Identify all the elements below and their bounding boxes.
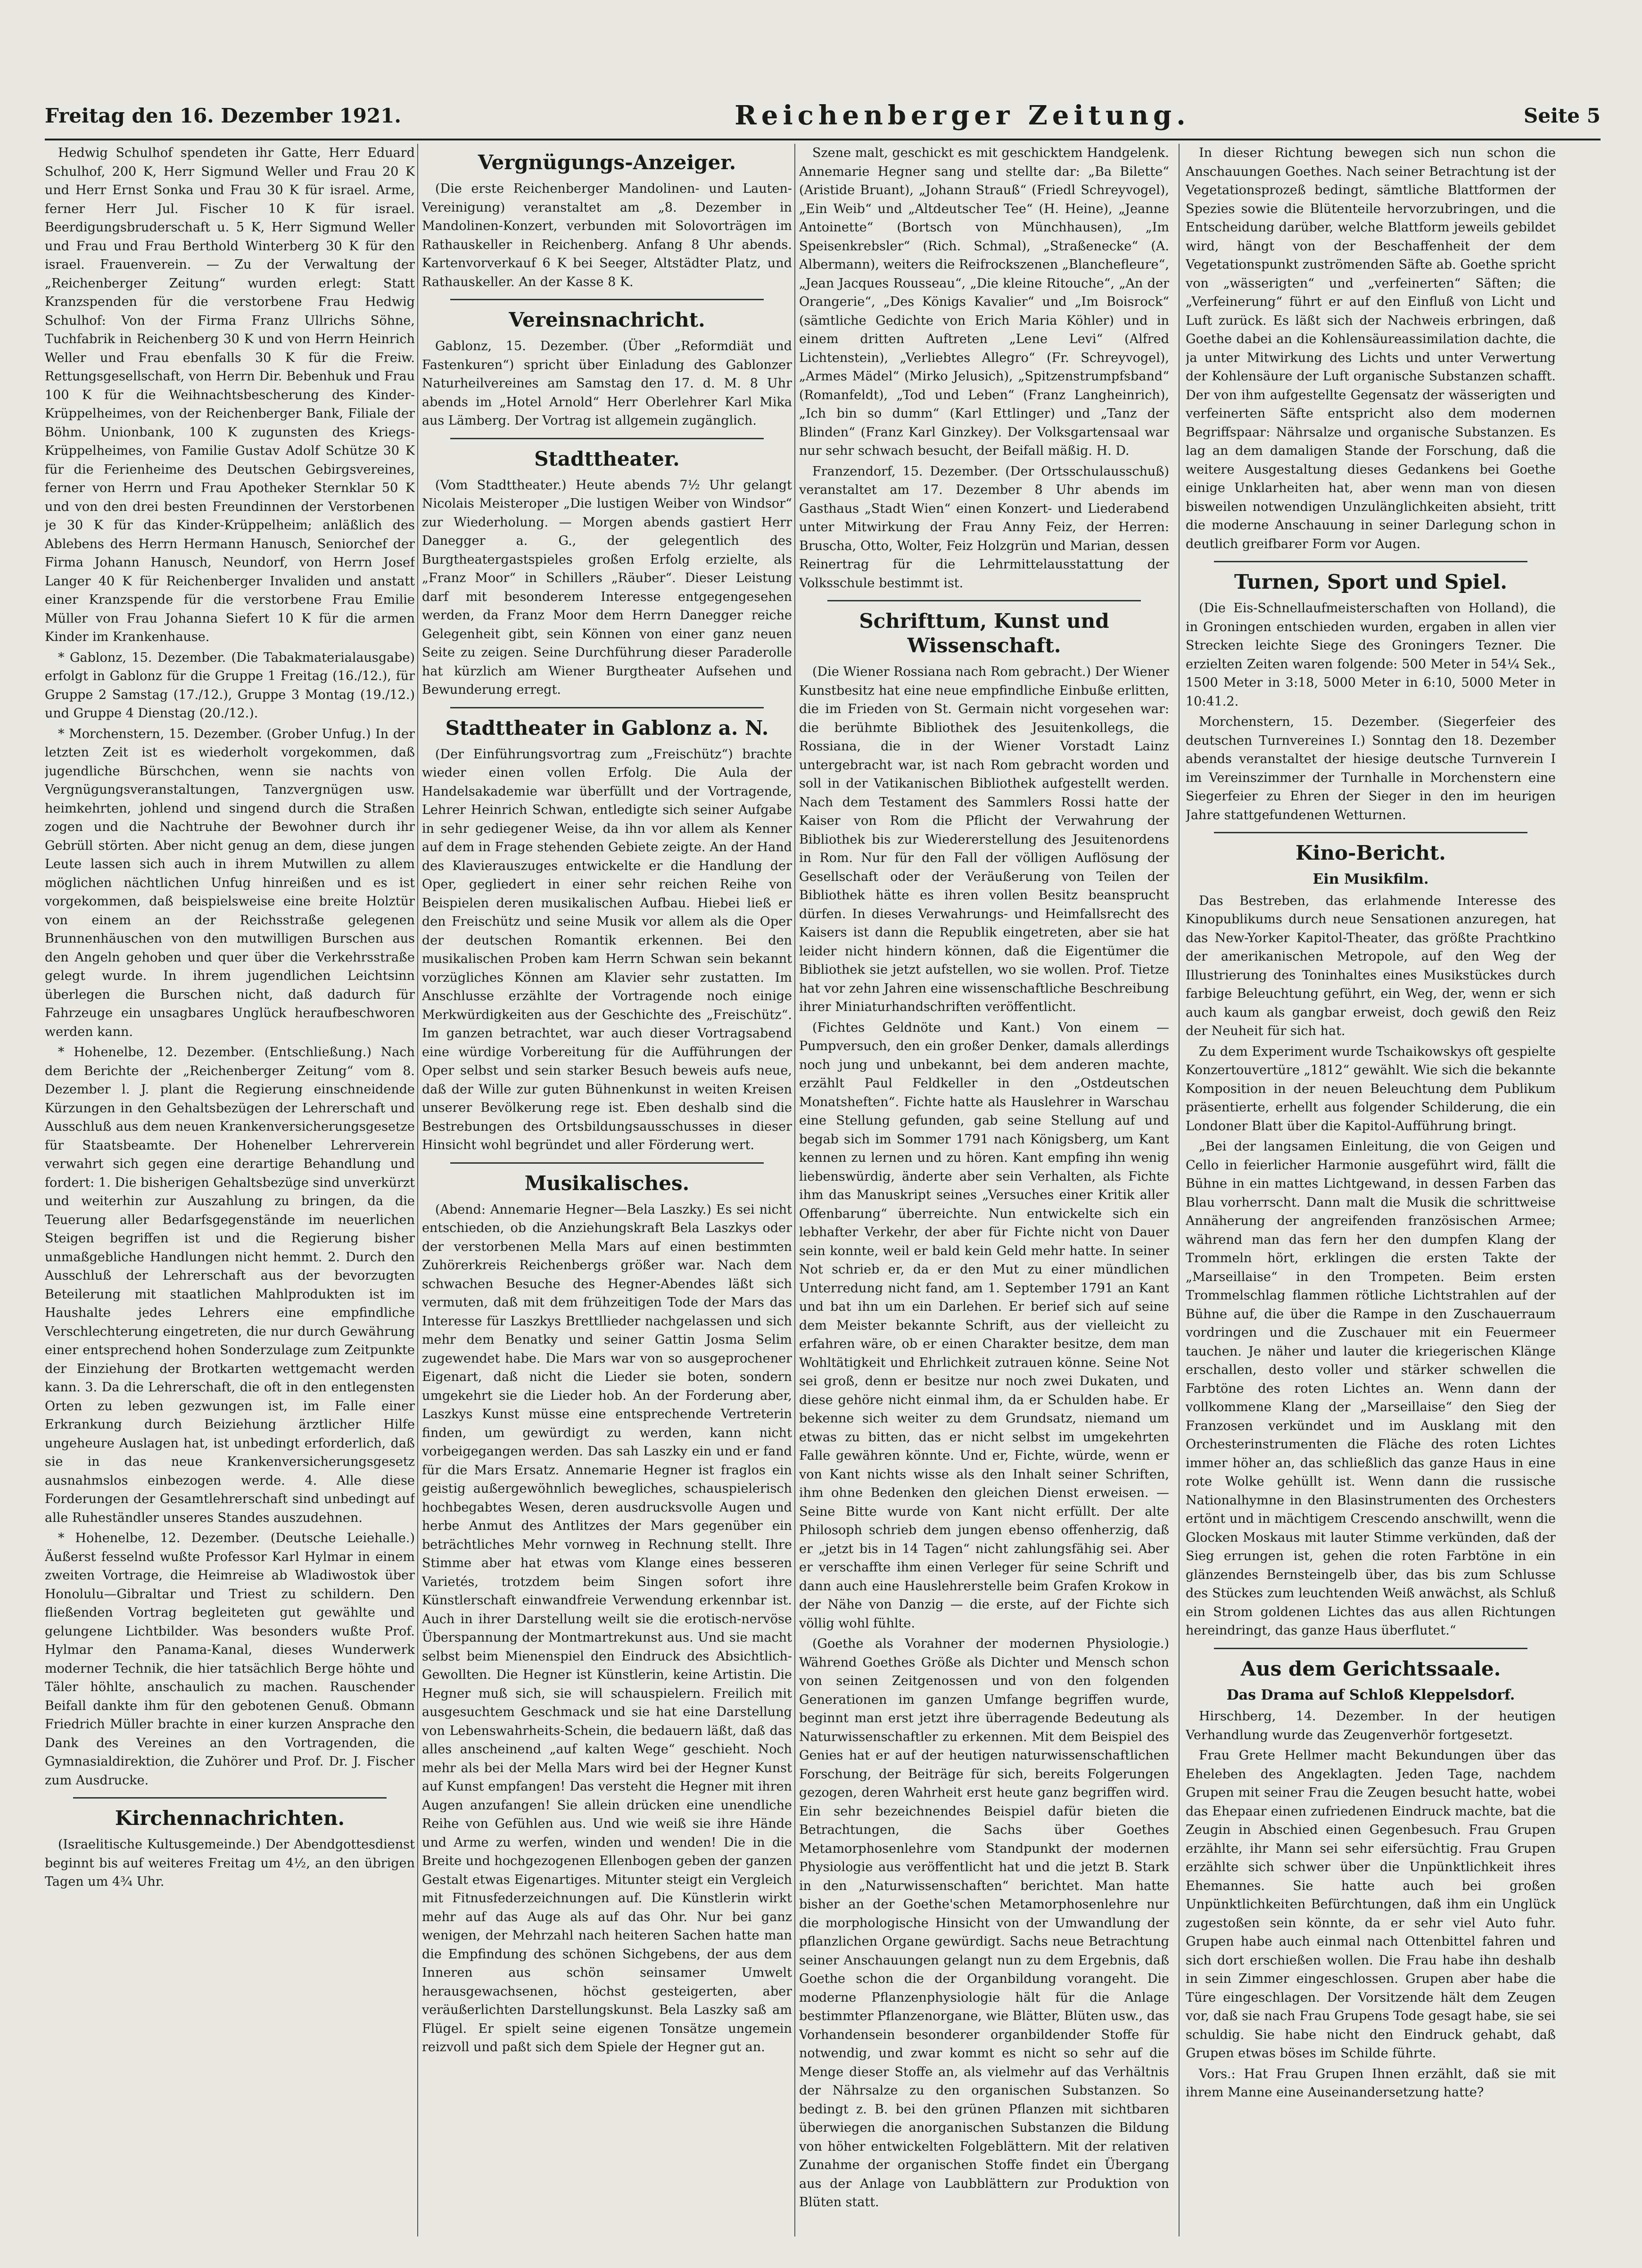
column-3 (799, 144, 1169, 2236)
article-text: (Israelitische Kultusgemeinde.) Der Abendgottesdienst beginnt bis auf weiteres Freitag um 4½, an den übrigen Tagen um 4¾ Uhr. (45, 1837, 415, 1889)
article-text: Morchenstern, 15. Dezember. (Siegerfeier des deutschen Turnvereines I.) Sonntag den 18. Dezember abends veranstaltet der hiesige deutsche Turnverein I im Vereinszimmer der Turnhalle in Morchenstern eine Siegerfeier zu Ehren der Sieger in den im heurigen Jahre stattgefundenen Wetturnen. (1186, 715, 1556, 822)
section-heading-vergnuegungs-anzeiger: Vergnügungs-Anzeiger. (478, 151, 736, 174)
issue-date: Freitag den 16. Dezember 1921. (45, 104, 401, 127)
article-text: * Morchenstern, 15. Dezember. (Grober Unfug.) In der letzten Zeit ist es wiederholt vorgekommen, daß jugendliche Bürschchen, wenn sie nachts von Vergnügungsveranstaltungen, Tanzvergnügen usw. heimkehrten, johlend und singend durch die Straßen zogen und die Nachtruhe der Bewohner durch ihr Gebrüll störten. Aber nicht genug an dem, diese jungen Leute lassen sich auch in ihrem Mutwillen zu allem möglichen nächtlichen Unfug hinreißen und es ist vorgekommen, daß beispielsweise eine breite Holztür von einem an der Reichsstraße gelegenen Brunnenhäuschen von den mutwilligen Burschen aus den Angeln gehoben und quer über die Verkehrsstraße gelegt wurde. In ihrem jugendlichen Leichtsinn überlegen die Burschen nicht, daß dadurch für Fahrzeuge ein unsagbares Unglück heraufbeschworen werden kann. (45, 726, 415, 1039)
section-rule (1214, 832, 1527, 833)
article-text: Zu dem Experiment wurde Tschaikowskys oft gespielte Konzertouvertüre „1812“ gewählt. Wie sich die bekannte Komposition in der neuen Beleuchtung dem Publikum präsentierte, erhellt aus folgender Schilderung, die ein Londoner Blatt über die Kapitol-Aufführung bringt. (1186, 1044, 1556, 1134)
column-divider (417, 144, 418, 2236)
section-heading-stadttheater-gablonz: Stadttheater in Gablonz a. N. (445, 716, 769, 740)
column-2 (422, 144, 792, 2236)
article-text: Frau Grete Hellmer macht Bekundungen über das Eheleben des Angeklagten. Jeden Tage, nachdem Grupen mit seiner Frau die Zeugen besucht hatte, wobei das Ehepaar einen zufriedenen Eindruck machte, bat die Zeugin in Abschied einen Gegenbesuch. Frau Grupen erzählte, ihr Mann sei sehr eifersüchtig. Frau Grupen erzählte sich schwer über die Unpünktlichkeit ihres Ehemannes. Sie hatte auch bei großen Unpünktlichkeiten Befürchtungen, daß ihm ein Unglück zugestoßen sein könnte, da er sehr viel Auto fuhr. Grupen habe auch einmal nach Ottenbittel fahren und sich dort erschießen wollen. Die Frau habe ihn deshalb in sein Zimmer eingeschlossen. Grupen aber habe die Türe eingeschlagen. Der Vorsitzende hält dem Zeugen vor, daß sie nach Frau Grupens Tode gesagt habe, sie sei schuldig. Sie habe nicht den Eindruck gehabt, daß Grupen etwas böses im Schilde führte. (1186, 1748, 1556, 2061)
section-rule (73, 1797, 387, 1799)
article-text: (Der Einführungsvortrag zum „Freischütz“) brachte wieder einen vollen Erfolg. Die Aula der Handelsakademie war überfüllt und der Vortragende, Lehrer Heinrich Schwan, entledigte sich seiner Aufgabe in sehr gediegener Weise, da ihn vor allem als Kenner auf dem in Frage stehenden Gebiete zeigte. An der Hand des Klavierauszuges entwickelte er die Handlung der Oper, gegliedert in einer sehr reichen Reihe von Beispielen deren musikalischen Aufbau. Hiebei ließ er den Freischütz und seine Musik vor allem als die Oper der deutschen Romantik erkennen. Bei den musikalischen Proben kam Herrn Schwan sein bekannt vorzügliches Können am Klavier sehr zustatten. Im Anschlusse erzählte der Vortragende noch einige Merkwürdigkeiten aus der Geschichte des „Freischütz“. Im ganzen betrachtet, war auch dieser Vortragsabend eine würdige Vorbereitung für die Aufführungen der Oper selbst und sein starker Besuch beweis aufs neue, daß der Wille zur guten Bühnenkunst in weiten Kreisen unserer Bevölkerung rege ist. Eben deshalb sind die Bestrebungen des Ortsbildungsausschusses in dieser Hinsicht wohl begründet und aller Förderung wert. (422, 747, 792, 1152)
article-text: (Fichtes Geldnöte und Kant.) Von einem — Pumpversuch, den ein großer Denker, damals allerdings noch jung und unbekannt, bei dem anderen machte, erzählt Paul Feldkeller in den „Ostdeutschen Monatsheften“. Fichte hatte als Hauslehrer in Warschau eine Stellung gefunden, gab seine Stellung auf und begab sich im Sommer 1791 nach Königsberg, um Kant kennen zu lernen und zu hören. Kant empfing ihn wenig liebenswürdig, änderte aber sein Verhalten, als Fichte ihm das Manuskript seines „Versuches einer Kritik aller Offenbarung“ überreichte. Nun entwickelte sich ein lebhafter Verkehr, der aber für Fichte nicht von Dauer sein konnte, weil er bald kein Geld mehr hatte. In seiner Not schrieb er, da er den Mut zu einer mündlichen Unterredung nicht fand, am 1. September 1791 an Kant und bat ihn um ein Darlehen. Er berief sich auf seine dem Meister bekannte Schrift, aus der vielleicht zu erfahren wäre, ob er einen Charakter besitze, dem man Wohltätigkeit und Ehrlichkeit zutrauen könne. Seine Not sei groß, denn er besitze nur noch zwei Dukaten, und diese gehöre nicht einmal ihm, da er Schulden habe. Er bekenne sich weiter zu dem Grundsatz, niemand um etwas zu bitten, das er nicht selbst im umgekehrten Falle gewähren könnte. Und er, Fichte, würde, wenn er von Kant nichts wisse als den Inhalt seiner Schriften, ihm ohne Bedenken den gleichen Dienst erweisen. — Seine Bitte wurde von Kant nicht erfüllt. Der alte Philosoph schrieb dem jungen ebenso offenherzig, daß er „jetzt bis in 14 Tagen“ nicht zahlungsfähig sei. Aber er verschaffte ihm einen Verleger für seine Schrift und dann auch eine Hauslehrerstelle beim Grafen Krokow in der Nähe von Danzig — die erste, auf der Fichte sich völlig wohl fühlte. (799, 1020, 1169, 1631)
section-rule (827, 600, 1141, 601)
article-text: (Die erste Reichenberger Mandolinen- und Lauten-Vereinigung) veranstaltet am „8. Dezember in Mandolinen-Konzert, verbunden mit Solovorträgen im Rathauskeller in Reichenberg. Anfang 8 Uhr abends. Kartenvorverkauf 6 K bei Seeger, Altstädter Platz, und Rathauskeller. An der Kasse 8 K. (422, 181, 792, 289)
article-text: (Die Wiener Rossiana nach Rom gebracht.) Der Wiener Kunstbesitz hat eine neue empfindliche Einbuße erlitten, die im Frieden von St. Germain nicht vorgesehen war: die berühmte Bibliothek des Jesuitenkollegs, die Rossiana, die in der Wiener Vorstadt Lainz untergebracht war, ist nach Rom gebracht worden und soll in der Vatikanischen Bibliothek aufgestellt werden. Nach dem Testament des Sammlers Rossi hatte der Kaiser von Rom die Pflicht der Verwahrung der Bibliothek bis zur Wiedererstellung des Jesuitenordens in Rom. Nur für den Fall der völligen Auflösung der Gesellschaft oder der Veräußerung von Teilen der Bibliothek hätte es ihren vollen Besitz beansprucht dürfen. In dieses Verwahrungs- und Heimfallsrecht des Kaisers ist dann die Republik eingetreten, aber sie hat leider nicht hindern können, daß die Eigentümer die Bibliothek sie jetzt aufstellen, wo sie wollen. Prof. Tietze hat vor zehn Jahren eine wissenschaftliche Beschreibung ihrer Miniaturhandschriften veröffentlicht. (799, 665, 1169, 1014)
page-number: Seite 5 (1524, 104, 1601, 127)
article-text: In dieser Richtung bewegen sich nun schon die Anschauungen Goethes. Nach seiner Betrachtung ist der Vegetationsprozeß bedingt, sämtliche Blattformen der Spezies sowie die Blütenteile hervorzubringen, und die Entscheidung darüber, welche Blattform jeweils gebildet wird, hängt von der Beschaffenheit der dem Vegetationspunkt zuströmenden Säfte ab. Goethe spricht von „wässerigten“ und „verfeinerten“ Säften; die „Verfeinerung“ führt er auf den Einfluß von Licht und Luft zurück. Es läßt sich der Nachweis erbringen, daß Goethe dabei an die Kohlensäureassimilation dachte, die ja unter Mitwirkung des Lichts und unter Verwertung der Kohlensäure der Luft organische Substanzen schafft. Der von ihm aufgestellte Gegensatz der wässerigten und verfeinerten Säfte entspricht also dem modernen Begriffspaar: Nährsalze und organische Substanzen. Es lag an dem damaligen Stande der Forschung, daß die weitere Ausgestaltung dieses Gedankens bei Goethe einige Unklarheiten hat, aber wenn man von diesen bisweilen notwendigen Unzulänglichkeiten absieht, tritt die moderne Anschauung in seiner Darlegung schon in deutlich greifbarer Form vor Augen. (1186, 146, 1556, 551)
section-heading-vereinsnachricht: Vereinsnachricht. (509, 308, 705, 331)
section-rule (450, 707, 764, 708)
article-text: Szene malt, geschickt es mit geschicktem Handgelenk. Annemarie Hegner sang und stellte dar: „Ba Bilette“ (Aristide Bruant), „Johann Strauß“ (Friedl Schreyvogel), „Ein Weib“ und „Altdeutscher Tee“ (H. Heine), „Jeanne Antoinette“ (Bortsch von Münchhausen), „Im Speisenkrebsler“ (Rich. Schmal), „Straßenecke“ (A. Albermann), weiters die Reifrockszenen „Blanchefleure“, „Jean Jacques Rousseau“, „Die kleine Ritouche“, „An der Orangerie“, „Des Königs Kavalier“ und „Im Boisrock“ (sämtliche Gedichte von Erich Maria Köhler) und in einem dritten Auftreten „Lene Levi“ (Alfred Lichtenstein), „Verliebtes Allegro“ (Fr. Schreyvogel), „Armes Mädel“ (Mirko Jelusich), „Spitzenstrumpfsband“ (Romanfeldt), „Tod und Leben“ (Franz Langheinrich), „Ich bin so dumm“ (Karl Ettlinger) und „Tanz der Blinden“ (Franz Karl Ginzkey). Der Volksgartensaal war nur sehr schwach besucht, der Beifall mäßig. H. D. (799, 146, 1169, 458)
section-heading-gerichtssaale: Aus dem Gerichtssaale. (1240, 1657, 1501, 1680)
column-1 (45, 144, 415, 2236)
article-text: „Bei der langsamen Einleitung, die von Geigen und Cello in feierlicher Harmonie ausgeführt wird, fällt die Bühne in ein mattes Lichtgewand, in dessen Farben das Blau vorherrscht. Dann malt die Musik die schrittweise Annäherung der angreifenden französischen Armee; während man das fern her den dumpfen Klang der Trommeln hört, erklingen die ersten Takte der „Marseillaise“ in den Trompeten. Beim ersten Trommelschlag flammen rötliche Lichtstrahlen auf der Bühne auf, die über die Rampe in den Zuschauerraum vordringen und die Zuschauer mit ein Feuermeer tauchen. Je näher und lauter die kriegerischen Klänge erschallen, desto voller und stärker schwellen die Farbtöne des roten Lichtes an. Wenn dann der vollkommene Klang der „Marseillaise“ den Sieg der Franzosen verkündet und im Ausklang mit den Orchesterinstrumenten die Fläche des roten Lichtes immer höher an, das schließlich das ganze Haus in eine rote Wolke gehüllt ist. Wenn dann die russische Nationalhymne in den Blasinstrumenten des Orchesters ertönt und in mächtigem Crescendo anschwillt, wenn die Glocken Moskaus mit lauter Stimme verkünden, daß der Sieg errungen ist, gehen die roten Farbtöne in ein glänzendes Bernsteingelb über, das bis zum Schlusse des Stückes zum leuchtenden Weiß anwächst, als Schluß ein Strom goldenen Lichtes das aus allen Richtungen hereindringt, das ganze Haus überflutet.“ (1186, 1139, 1556, 1638)
article-text: (Die Eis-Schnellaufmeisterschaften von Holland), die in Groningen entschieden wurden, ergaben in allen vier Strecken leichte Siege des Groningers Tezner. Die erzielten Zeiten waren folgende: 500 Meter in 54¼ Sek., 1500 Meter in 3:18, 5000 Meter in 6:10, 5000 Meter in 10:41.2. (1186, 601, 1556, 709)
article-text: (Goethe als Vorahner der modernen Physiologie.) Während Goethes Größe als Dichter und Mensch schon von seinen Zeitgenossen und von den folgenden Generationen im ganzen Umfange begriffen wurde, beginnt man erst jetzt ihre überragende Bedeutung als Naturwissenschaftler zu erkennen. Mit dem Beispiel des Genies hat er auf der heutigen naturwissenschaftlichen Forschung, der Beiträge für sich, bereits Folgerungen gezogen, deren Wahrheit erst heute ganz begriffen wird. Ein sehr bezeichnendes Beispiel dafür bieten die Betrachtungen, die Sachs über Goethes Metamorphosenlehre vom Standpunkt der modernen Physiologie aus veröffentlicht hat und die jetzt B. Stark in den „Naturwissenschaften“ berichtet. Man hatte bisher an der Goethe'schen Metamorphosenlehre nur die morphologische Hinsicht von der Umwandlung der pflanzlichen Organe gewürdigt. Sachs neue Betrachtung seiner Anschauungen gelangt nun zu dem Ergebnis, daß Goethe schon die der Organbildung vorangeht. Die moderne Pflanzenphysiologie hält für die Anlage bestimmter Pflanzenorgane, wie Blätter, Blüten usw., das Vorhandensein besonderer organbildender Stoffe für notwendig, und zwar kommt es nicht so sehr auf die Menge dieser Stoffe an, als vielmehr auf das Verhältnis der Nährsalze zu den organischen Substanzen. So bedingt z. B. bei den grünen Pflanzen mit sichtbaren überwiegen die anorganischen Substanzen die Bildung von höher entwickelten Folgeblättern. Mit der relativen Zunahme der organischen Stoffe findet ein Übergang aus der Anlage von Laubblättern zur Produktion von Blüten statt. (799, 1636, 1169, 2210)
section-rule (450, 1162, 764, 1164)
article-text: Franzendorf, 15. Dezember. (Der Ortsschulausschuß) veranstaltet am 17. Dezember 8 Uhr abends im Gasthaus „Stadt Wien“ einen Konzert- und Liederabend unter Mitwirkung der Frau Anny Feiz, der Herren: Bruscha, Otto, Wolter, Feiz Holzgrün und Marian, dessen Reinertrag für die Lehrmittelausstattung der Volksschule bestimmt ist. (799, 464, 1169, 591)
article-text: Gablonz, 15. Dezember. (Über „Reformdiät und Fastenkuren“) spricht über Einladung des Gablonzer Naturheilvereines am Samstag den 17. d. M. 8 Uhr abends im „Hotel Arnold“ Herr Oberlehrer Karl Mika aus Lämberg. Der Vortrag ist allgemein zugänglich. (422, 339, 792, 428)
article-text: Hirschberg, 14. Dezember. In der heutigen Verhandlung wurde das Zeugenverhör fortgesetzt. (1186, 1709, 1556, 1742)
subheading-musikfilm: Ein Musikfilm. (1312, 871, 1429, 887)
column-divider (794, 144, 795, 2236)
article-text: * Hohenelbe, 12. Dezember. (Deutsche Leiehalle.) Äußerst fesselnd wußte Professor Karl Hylmar in einem zweiten Vortrage, die Heimreise ab Wladiwostok über Honolulu—Gibraltar und Triest zu schildern. Den fließenden Vortrag begleiteten gut gewählte und gelungene Lichtbilder. Was besonders wußte Prof. Hylmar den Panama-Kanal, dieses Wunderwerk moderner Technik, die hier tatsächlich Berge höhte und Täler höhlte, anschaulich zu machen. Rauschender Beifall dankte ihm für den gebotenen Genuß. Obmann Friedrich Müller brachte in einer kurzen Ansprache den Dank des Vereines an den Vortragenden, die Gymnasialdirektion, die Zuhörer und Prof. Dr. J. Fischer zum Ausdrucke. (45, 1531, 415, 1788)
article-text: Hedwig Schulhof spendeten ihr Gatte, Herr Eduard Schulhof, 200 K, Herr Sigmund Weller und Frau 20 K und Herr Ernst Sonka und Frau 30 K für israel. Arme, ferner Herr Jul. Fischer 10 K für israel. Beerdigungsbruderschaft u. 5 K, Herr Sigmund Weller und Frau und Frau Berthold Winterberg 30 K für den israel. Frauenverein. — Zu der Verwaltung der „Reichenberger Zeitung“ wurden erlegt: Statt Kranzspenden für die verstorbene Frau Hedwig Schulhof: Von der Firma Franz Ullrichs Söhne, Tuchfabrik in Reichenberg 30 K und von Herrn Heinrich Weller und Frau ebenfalls 30 K für die Freiw. Rettungsgesellschaft, von Herrn Dir. Bebenhuk und Frau 100 K für die Weihnachtsbescherung des Kinder-Krüppelheimes, von der Reichenberger Bank, Filiale der Böhm. Unionbank, 100 K zugunsten des Kriegs-Krüppelheimes, von Familie Gustav Adolf Schütze 30 K für die Ferienheime des Deutschen Gebirgsvereines, ferner von Herrn und Frau Apotheker Sternklar 50 K und von den drei besten Freundinnen der Verstorbenen je 30 K für das Kinder-Krüppelheim; anläßlich des Ablebens des Herrn Hermann Hanusch, Seniorchef der Firma Johann Hanusch, Neundorf, von Herrn Josef Langer 40 K für Reichenberger Invaliden und anstatt einer Kranzspende für die verstorbene Frau Emilie Müller von Frau Johanna Siefert 10 K für die armen Kinder im Krankenhause. (45, 146, 415, 644)
article-text: (Abend: Annemarie Hegner—Bela Laszky.) Es sei nicht entschieden, ob die Anziehungskraft Bela Laszkys oder der verstorbenen Mella Mars auf einen bestimmten Zuhörerkreis Reichenbergs größer war. Nach dem schwachen Besuche des Hegner-Abendes läßt sich vermuten, daß mit dem frühzeitigen Tode der Mars das Interesse für Laszkys Brettllieder nachgelassen und sich mehr dem Benatky und seiner Gattin Josma Selim zugewendet habe. Die Mars war von so ausgeprochener Eigenart, daß nicht die Lieder sie boten, sondern umgekehrt sie die Lieder hob. An der Forderung aber, Laszkys Kunst müsse eine entsprechende Vertreterin finden, um gewürdigt zu werden, kann nicht vorbeigegangen werden. Das sah Laszky ein und er fand für die Mars Ersatz. Annemarie Hegner ist fraglos ein geistig außergewöhnlich bewegliches, schauspielerisch hochbegabtes Wesen, deren ausdrucksvolle Augen und herbe Anmut des Antlitzes der Mars gegenüber ein beträchtliches Mehr vornweg in Rechnung stellt. Ihre Stimme aber hat etwas vom Klange eines besseren Varietés, trotzdem beim Singen sofort ihre Künstlerschaft einwandfreie Verwendung erkennbar ist. Auch in ihrer Darstellung weilt sie die erotisch-nervöse Überspannung der Montmartrekunst aus. Und sie macht selbst beim Mienenspiel den Eindruck des Absichtlich-Gewollten. Die Hegner ist Künstlerin, keine Artistin. Die Hegner muß sich, sie will schauspielern. Freilich mit ausgesuchtem Geschmack und sie hat eine Darstellung von Lebenswahrheits-Schein, die bedauern läßt, daß das alles anscheinend „auf kalten Wege“ geschieht. Noch mehr als bei der Mella Mars wird bei der Hegner Kunst auf Kunst empfangen! Das versteht die Hegner mit ihren Augen anzufangen! Sie allein drücken eine unendliche Reihe von Gefühlen aus. Und wie weiß sie ihre Hände und Arme zu werfen, winden und wenden! Die in die Breite und hochgezogenen Ellenbogen geben der ganzen Gestalt etwas Eigenartiges. Mitunter steigt ein Vergleich mit Fitnusfederzeichnungen auf. Die Künstlerin wirkt mehr auf das Auge als auf das Ohr. Nur bei ganz wenigen, der Mehrzahl nach heiteren Sachen hatte man die Empfindung des schönen Sichgebens, der aus dem Inneren aus schön seinsamer Umwelt herausgewachsenen, höchst gesteigerten, aber veräußerlichten Darstellungskunst. Bela Laszky saß am Flügel. Er spielt seine eigenen Tonsätze ungemein reizvoll und paßt sich dem Spiele der Hegner gut an. (422, 1202, 792, 2054)
newspaper-title: Reichenberger Zeitung. (734, 100, 1190, 131)
section-rule (450, 438, 764, 439)
section-heading-stadttheater: Stadttheater. (534, 447, 680, 470)
section-heading-musikalisches: Musikalisches. (524, 1171, 690, 1195)
section-heading-schrifttum: Schrifttum, Kunst und Wissenschaft. (859, 609, 1109, 657)
article-text: Vors.: Hat Frau Grupen Ihnen erzählt, daß sie mit ihrem Manne eine Auseinandersetzung hatte? (1186, 2066, 1556, 2100)
subheading-kleppelsdorf: Das Drama auf Schloß Kleppelsdorf. (1226, 1686, 1515, 1703)
article-text: * Hohenelbe, 12. Dezember. (Entschließung.) Nach dem Berichte der „Reichenberger Zeitung“ vom 8. Dezember l. J. plant die Regierung einschneidende Kürzungen in den Gehaltsbezügen der Lehrerschaft und Ausschluß aus dem neuen Krankenversicherungsgesetze für Staatsbeamte. Der Hohenelber Lehrerverein verwahrt sich gegen eine derartige Behandlung und fordert: 1. Die bisherigen Gehaltsbezüge sind unverkürzt und weiterhin zur Auszahlung zu bringen, da die Teuerung aller Bedarfsgegenstände im neuerlichen Steigen begriffen ist und die Regierung bisher unmaßgebliche Handlungen nicht hemmt. 2. Durch den Ausschluß der Lehrerschaft aus der bevorzugten Beteilerung mit staatlichen Mahlprodukten ist im Haushalte jedes Lehrers eine empfindliche Verschlechterung eingetreten, die nur durch Gewährung einer entsprechend hohen Sonderzulage zum Zeitpunkte der Einziehung der Brotkarten wettgemacht werden kann. 3. Da die Lehrerschaft, die oft in den entlegensten Orten zu leben gezwungen ist, im Falle einer Erkrankung durch Beiziehung ärztlicher Hilfe ungeheure Auslagen hat, ist unbedingt erforderlich, daß sie in das neue Krankenversicherungsgesetz ausnahmslos einbezogen werde. 4. Alle diese Forderungen der Gesamtlehrerschaft sind unbedingt auf alle Ruheständler unseres Standes auszudehnen. (45, 1045, 415, 1525)
article-text: Das Bestreben, das erlahmende Interesse des Kinopublikums durch neue Sensationen anzuregen, hat das New-Yorker Kapitol-Theater, das größte Prachtkino der amerikanischen Metropole, auf den Weg der Illustrierung des Toninhaltes eines Musikstückes durch farbige Beleuchtung geführt, ein Weg, der, wenn er sich auch kaum als gangbar erweist, doch gewiß den Reiz der Neuheit für sich hat. (1186, 893, 1556, 1038)
section-rule (450, 299, 764, 300)
column-divider (1179, 144, 1180, 2236)
column-4 (1186, 144, 1556, 2236)
article-text: * Gablonz, 15. Dezember. (Die Tabakmaterialausgabe) erfolgt in Gablonz für die Gruppe 1 Freitag (16./12.), für Gruppe 2 Samstag (17./12.), Gruppe 3 Montag (19./12.) und Gruppe 4 Dienstag (20./12.). (45, 650, 415, 721)
article-text: (Vom Stadttheater.) Heute abends 7½ Uhr gelangt Nicolais Meisteroper „Die lustigen Weiber von Windsor“ zur Wiederholung. — Morgen abends gastiert Herr Danegger a. G., der gelegentlich des Burgtheatergastspieles großen Erfolg erzielte, als „Franz Moor“ in Schillers „Räuber“. Dieser Leistung darf mit besonderem Interesse entgegengesehen werden, da Franz Moor dem Herrn Danegger reiche Gelegenheit gibt, sein Können von einer ganz neuen Seite zu zeigen. Seine Durchführung dieser Paraderolle hat kürzlich am Wiener Burgtheater Aufsehen und Bewunderung erregt. (422, 477, 792, 697)
section-heading-kino-bericht: Kino-Bericht. (1295, 841, 1446, 864)
masthead-rule (45, 139, 1601, 140)
section-rule (1214, 561, 1527, 562)
section-rule (1214, 1648, 1527, 1649)
section-heading-turnen-sport: Turnen, Sport und Spiel. (1234, 570, 1507, 593)
masthead (45, 97, 1601, 134)
section-heading-kirchennachrichten: Kirchennachrichten. (115, 1807, 345, 1830)
